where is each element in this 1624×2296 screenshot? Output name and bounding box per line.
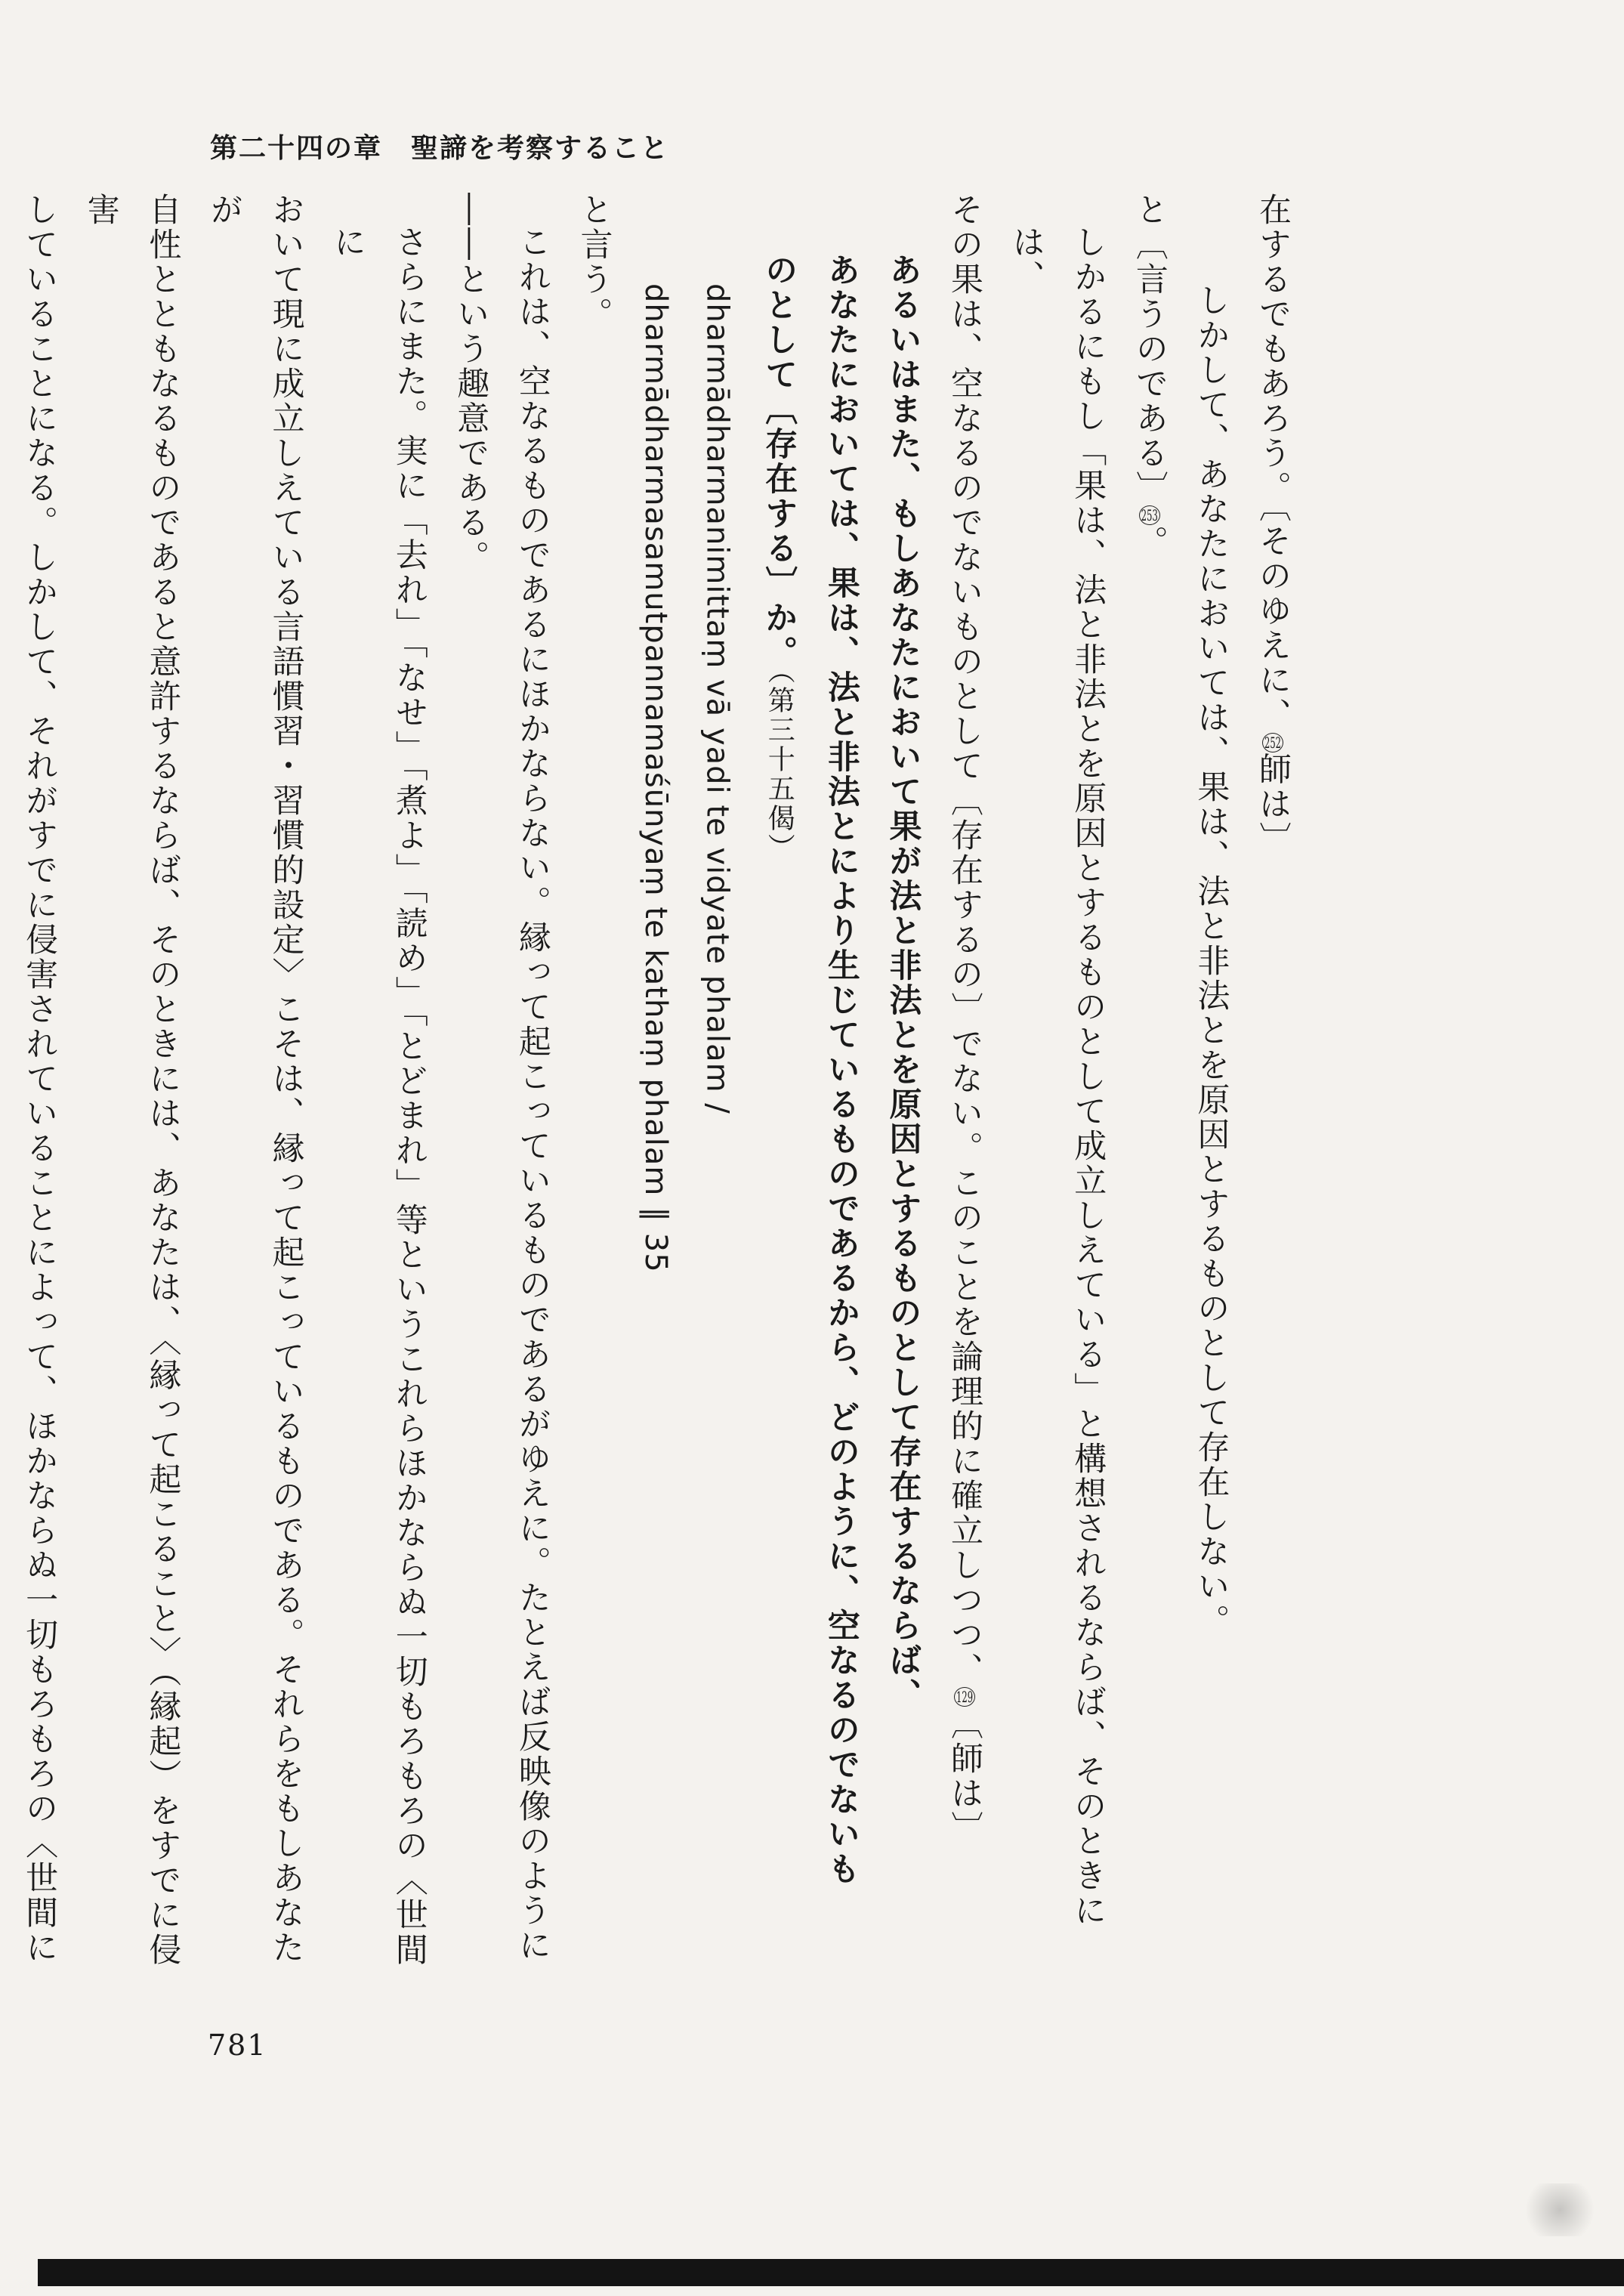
- text-line: ――という趣意である。: [452, 193, 490, 575]
- verse-line: あるいはまた、もしあなたにおいて果が法と非法とを原因とするものとして存在するならば、: [884, 253, 922, 1713]
- text-line: 自性とともなるものであると意許するならば、そのときには、あなたは、〈縁って起こること〉（縁起）をすでに侵害: [82, 193, 182, 1967]
- sanskrit-line: dharmādharmasamutpannamaśūnyaṃ te kathaṃ phalam ∥ 35: [638, 283, 674, 1273]
- body-text: [20, 193, 1303, 1968]
- text-line: と〔言うのである〕253。: [1130, 193, 1169, 560]
- scan-edge-bar: [38, 2259, 1624, 2286]
- text-line: しかるにもし「果は、法と非法とを原因とするものとして成立しえている」と構想されるならば、そのときには、: [1007, 225, 1107, 1928]
- verse-line: あなたにおいては、果は、法と非法とにより生じているものであるから、どのように、空なるのでないも: [822, 253, 860, 1887]
- scan-artifact: [1518, 2183, 1601, 2236]
- footnote-ref: 253: [1139, 505, 1160, 525]
- text-line: おいて現に成立しえている言語慣習・習慣的設定〉こそは、縁って起こっているものである。それらをもしあなたが: [205, 193, 305, 1965]
- text-line: さらにまた。実に「去れ」「なせ」「煮よ」「読め」「とどまれ」等というこれらほかならぬ一切もろもろの〈世間に: [329, 225, 428, 1967]
- text-line: しかして、あなたにおいては、果は、法と非法とを原因とするものとして存在しない。: [1192, 283, 1230, 1639]
- page-title: 第二十四の章 聖諦を考察すること: [210, 132, 670, 164]
- verse-number-note: （第三十五偈）: [764, 670, 795, 863]
- text-line: その果は、空なるのでないものとして〔存在するの〕でない。このことを論理的に確立しつつ、129〔師は〕: [946, 193, 984, 1846]
- text-line: これは、空なるものであるにほかならない。縁って起こっているものであるがゆえに。たとえば反映像のように: [513, 225, 551, 1963]
- sanskrit-line: dharmādharmanimittaṃ vā yadi te vidyate phalam /: [699, 283, 735, 1114]
- verse-line: のとして〔存在する〕か。（第三十五偈）: [760, 253, 798, 863]
- text-line: 在するでもあろう。〔そのゆえに、252師は〕: [1254, 193, 1292, 857]
- page-number: 781: [208, 2029, 267, 2062]
- footnote-ref: 252: [1262, 733, 1283, 752]
- text-line: していることになる。しかして、それがすでに侵害されていることによって、ほかならぬ一切もろもろの〈世間に: [20, 193, 59, 1965]
- text-line: と言う。: [575, 193, 613, 332]
- footnote-ref: 129: [954, 1687, 975, 1707]
